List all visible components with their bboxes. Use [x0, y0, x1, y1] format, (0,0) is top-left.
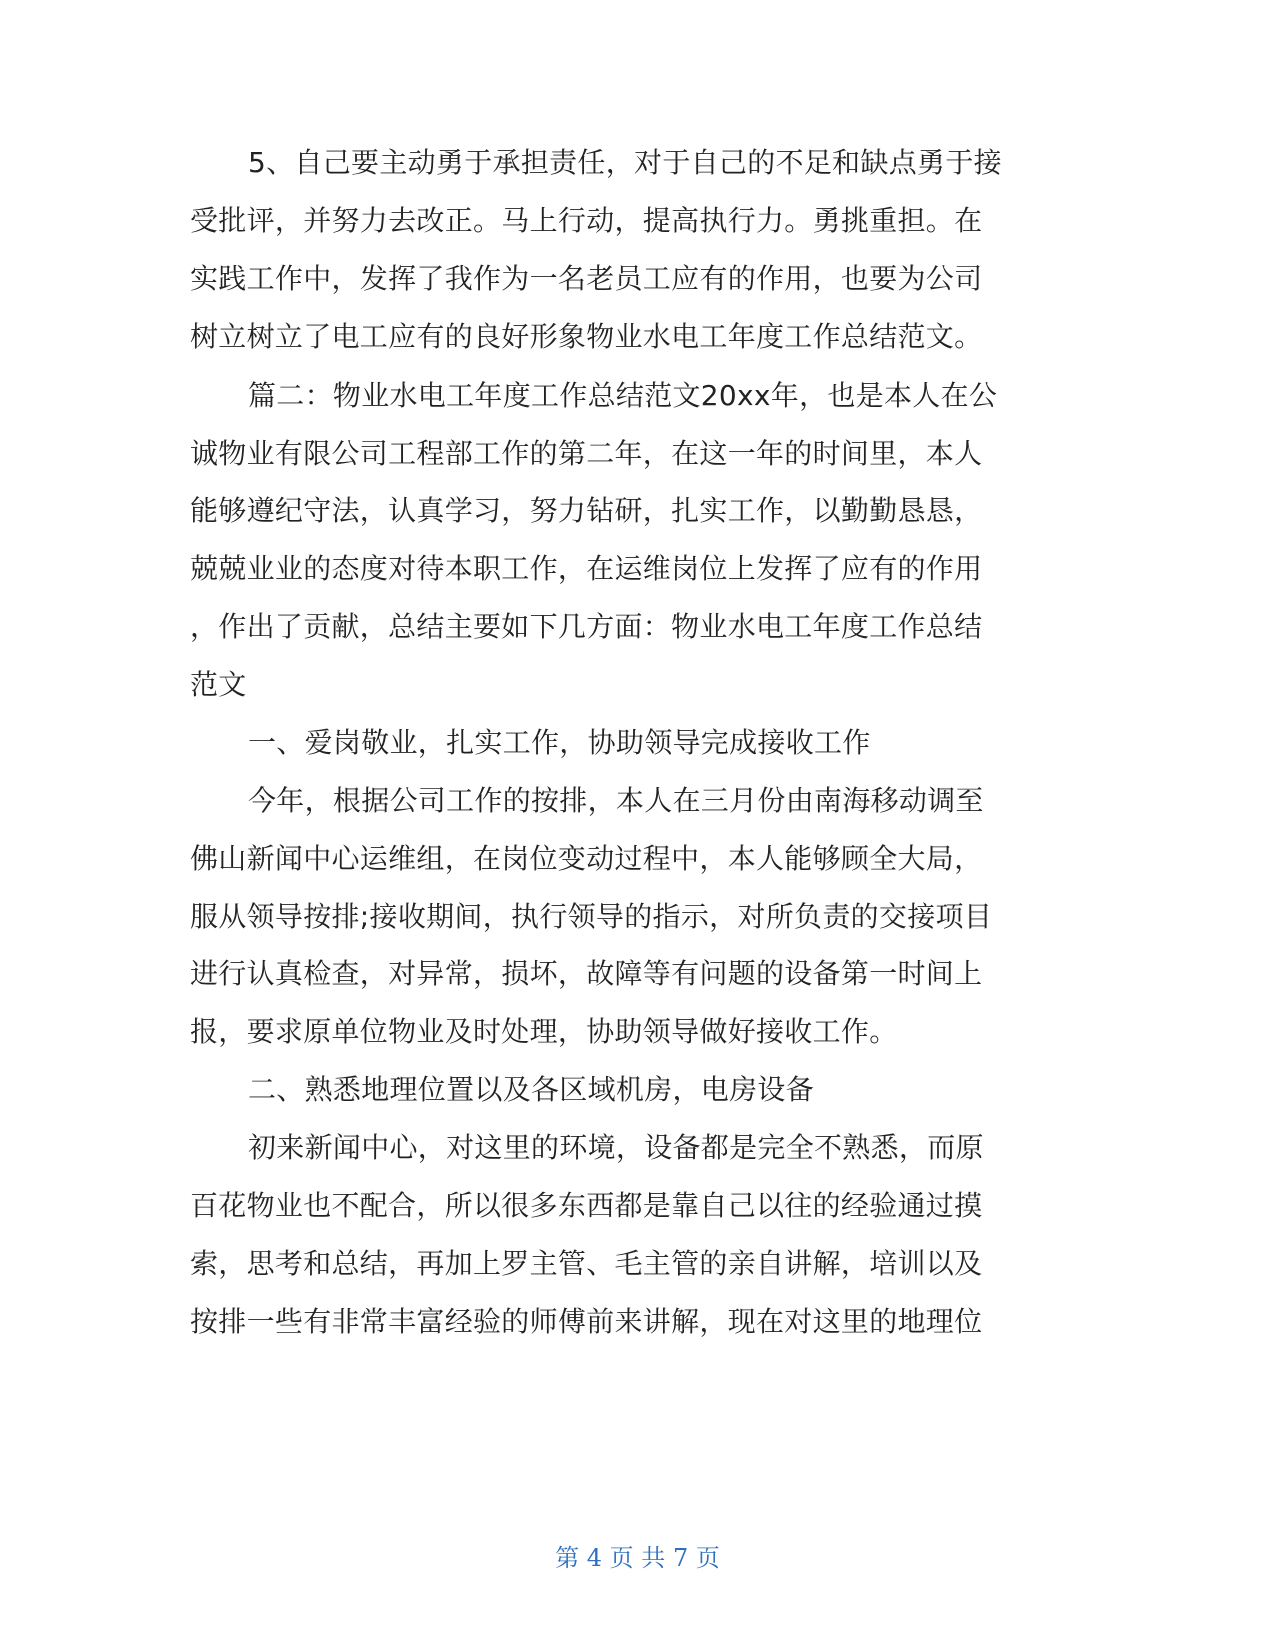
text-line: 兢兢业业的态度对待本职工作，在运维岗位上发挥了应有的作用 [190, 552, 983, 585]
text-line: 服从领导按排;接收期间，执行领导的指示，对所负责的交接项目 [190, 900, 993, 933]
text-line: 诚物业有限公司工程部工作的第二年，在这一年的时间里，本人 [190, 437, 983, 470]
text-line: 范文 [190, 668, 247, 701]
text-line: 初来新闻中心，对这里的环境，设备都是完全不熟悉，而原 [248, 1131, 984, 1164]
text-line: 按排一些有非常丰富经验的师傅前来讲解，现在对这里的地理位 [190, 1305, 983, 1338]
text-line: ，作出了贡献，总结主要如下几方面：物业水电工年度工作总结 [190, 610, 983, 643]
text-line: 百花物业也不配合，所以很多东西都是靠自己以往的经验通过摸 [190, 1189, 983, 1222]
section-heading: 二、熟悉地理位置以及各区域机房，电房设备 [248, 1073, 815, 1106]
section-heading: 一、爱岗敬业，扎实工作，协助领导完成接收工作 [248, 726, 871, 759]
text-line: 索，思考和总结，再加上罗主管、毛主管的亲自讲解，培训以及 [190, 1247, 983, 1280]
text-line: 进行认真检查，对异常，损坏，故障等有问题的设备第一时间上 [190, 957, 983, 990]
page-number-footer: 第 4 页 共 7 页 [555, 1544, 720, 1572]
text-line: 篇二：物业水电工年度工作总结范文20xx年，也是本人在公 [248, 379, 998, 412]
text-line: 今年，根据公司工作的按排，本人在三月份由南海移动调至 [248, 784, 984, 817]
text-line: 5、自己要主动勇于承担责任，对于自己的不足和缺点勇于接 [248, 146, 1002, 179]
text-line: 受批评，并努力去改正。马上行动，提高执行力。勇挑重担。在 [190, 204, 983, 237]
text-line: 佛山新闻中心运维组，在岗位变动过程中，本人能够顾全大局， [190, 842, 983, 875]
text-line: 报，要求原单位物业及时处理，协助领导做好接收工作。 [190, 1015, 898, 1048]
text-line: 树立树立了电工应有的良好形象物业水电工年度工作总结范文。 [190, 320, 983, 353]
text-line: 实践工作中，发挥了我作为一名老员工应有的作用，也要为公司 [190, 262, 983, 295]
text-line: 能够遵纪守法，认真学习，努力钻研，扎实工作，以勤勤恳恳， [190, 494, 983, 527]
